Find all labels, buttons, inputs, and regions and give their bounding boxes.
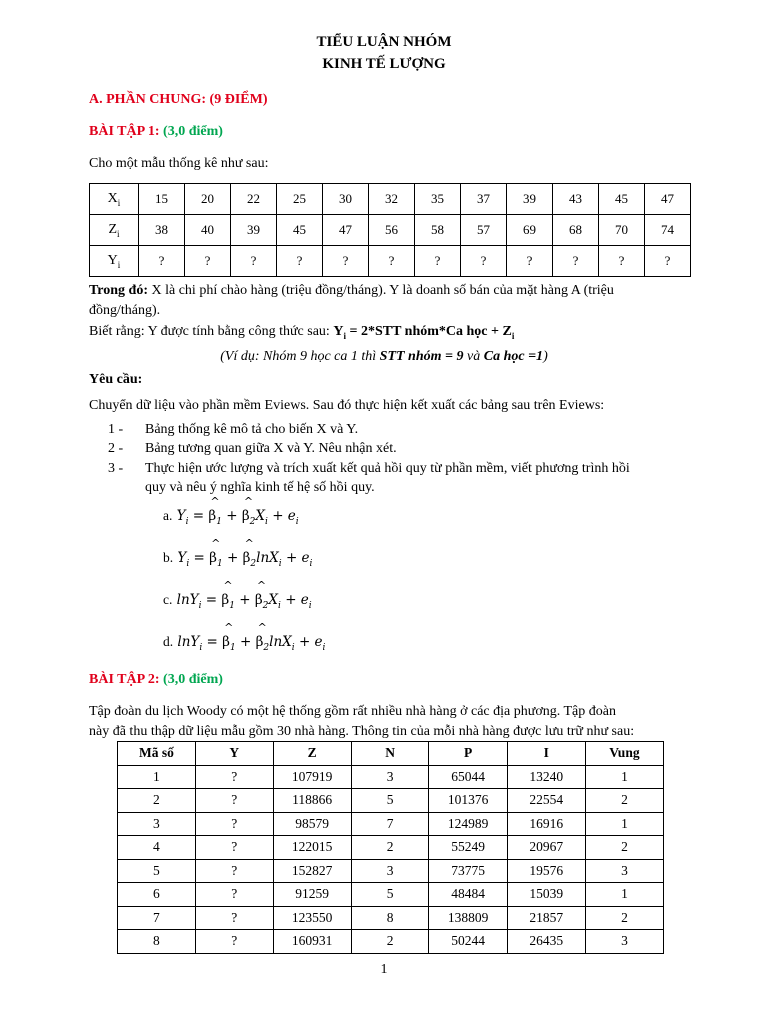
table-row bbox=[118, 789, 664, 813]
note-text: X là chi phí chào hàng (triệu đồng/tháng). Y là doanh số bán của mặt hàng A (triệu bbox=[148, 283, 614, 298]
note-text-2: đồng/tháng). bbox=[89, 303, 161, 318]
table-cell: ? bbox=[195, 765, 273, 789]
table-cell: 123550 bbox=[273, 906, 351, 930]
cell: 45 bbox=[599, 184, 645, 215]
ex2-intro: Tập đoàn du lịch Woody có một hệ thống gồm rất nhiều nhà hàng ở các địa phương. Tập đoàn này đã thu thập dữ liệu mẫu gồm 30 nhà hàng. Thông tin của mỗi nhà hàng được lưu trữ như sau: bbox=[89, 704, 635, 739]
table-cell: 152827 bbox=[273, 859, 351, 883]
table-cell: 3 bbox=[585, 930, 663, 954]
table-cell: 2 bbox=[351, 836, 429, 860]
cell: 74 bbox=[645, 215, 691, 246]
cell: 39 bbox=[507, 184, 553, 215]
column-header: Z bbox=[273, 742, 351, 766]
table-cell: 122015 bbox=[273, 836, 351, 860]
cell: 37 bbox=[461, 184, 507, 215]
table-cell: 2 bbox=[585, 836, 663, 860]
cell: 47 bbox=[645, 184, 691, 215]
cell: 25 bbox=[277, 184, 323, 215]
formula-rest: = 2*STT nhóm*Ca học + $Z_i$ bbox=[345, 324, 515, 341]
example-ca: Ca học =1 bbox=[483, 349, 544, 364]
table-cell: 13240 bbox=[507, 765, 585, 789]
cell: 38 bbox=[139, 215, 185, 246]
table-cell: 5 bbox=[351, 789, 429, 813]
table-cell: 65044 bbox=[429, 765, 507, 789]
table-cell: 6 bbox=[118, 883, 196, 907]
requirements-intro: Chuyển dữ liệu vào phần mềm Eviews. Sau đó thực hiện kết xuất các bảng sau trên Eviews: bbox=[89, 398, 605, 413]
cell: 20 bbox=[185, 184, 231, 215]
table-row bbox=[118, 859, 664, 883]
cell: 30 bbox=[323, 184, 369, 215]
table-cell: 1 bbox=[585, 765, 663, 789]
table-cell: 3 bbox=[351, 765, 429, 789]
cell: ? bbox=[369, 246, 415, 277]
table-cell: 98579 bbox=[273, 812, 351, 836]
note-label: Trong đó: bbox=[89, 283, 148, 298]
column-header: Mã số bbox=[118, 742, 196, 766]
table-cell: 48484 bbox=[429, 883, 507, 907]
ex1-example bbox=[0, 347, 768, 367]
example-stt: STT nhóm = 9 bbox=[379, 349, 464, 364]
table-cell: 21857 bbox=[507, 906, 585, 930]
table-header-row bbox=[118, 742, 664, 766]
equation-d: d. lnY$_i$ = ^ $\beta_1$ + ^ $\beta_2\ln X_i + e_i$ bbox=[163, 634, 325, 653]
table-cell: ? bbox=[195, 906, 273, 930]
cell: 40 bbox=[185, 215, 231, 246]
cell: 57 bbox=[461, 215, 507, 246]
table-cell: 2 bbox=[585, 789, 663, 813]
cell: 15 bbox=[139, 184, 185, 215]
table-cell: 1 bbox=[118, 765, 196, 789]
table-cell: 1 bbox=[585, 883, 663, 907]
table-cell: 22554 bbox=[507, 789, 585, 813]
cell: ? bbox=[415, 246, 461, 277]
ex2-heading bbox=[89, 672, 223, 688]
table-cell: ? bbox=[195, 836, 273, 860]
table-cell: 8 bbox=[351, 906, 429, 930]
sample-table bbox=[89, 183, 691, 277]
table-cell: 3 bbox=[585, 859, 663, 883]
table-row-y bbox=[90, 246, 691, 277]
table-cell: 16916 bbox=[507, 812, 585, 836]
table-cell: 138809 bbox=[429, 906, 507, 930]
column-header: Vung bbox=[585, 742, 663, 766]
cell: 35 bbox=[415, 184, 461, 215]
table-cell: 50244 bbox=[429, 930, 507, 954]
cell: ? bbox=[139, 246, 185, 277]
table-row bbox=[118, 930, 664, 954]
table-cell: 5 bbox=[118, 859, 196, 883]
ex1-formula bbox=[89, 322, 514, 346]
doc-title-line2: KINH TẾ LƯỢNG bbox=[322, 56, 446, 72]
table-cell: ? bbox=[195, 859, 273, 883]
table-cell: 15039 bbox=[507, 883, 585, 907]
table-cell: 91259 bbox=[273, 883, 351, 907]
table-cell: 8 bbox=[118, 930, 196, 954]
table-cell: ? bbox=[195, 930, 273, 954]
cell: 47 bbox=[323, 215, 369, 246]
doc-title-line1: TIỂU LUẬN NHÓM bbox=[316, 34, 452, 50]
equation-c: c. lnY$_i$ = ^ $\beta_1$ + ^ $\beta_2X_i + e_i$ bbox=[163, 592, 312, 611]
cell: 70 bbox=[599, 215, 645, 246]
column-header: Y bbox=[195, 742, 273, 766]
table-row bbox=[118, 883, 664, 907]
table-cell: 26435 bbox=[507, 930, 585, 954]
table-cell: 107919 bbox=[273, 765, 351, 789]
ex1-title: BÀI TẬP 1: bbox=[89, 124, 160, 139]
example-close: ) bbox=[543, 349, 548, 364]
column-header: P bbox=[429, 742, 507, 766]
table-cell: 2 bbox=[118, 789, 196, 813]
formula-prefix: Biết rằng: Y được tính bằng công thức sau: bbox=[89, 324, 334, 339]
ex1-note bbox=[89, 281, 689, 321]
ex2-points: (3,0 điểm) bbox=[163, 672, 223, 687]
table-cell: ? bbox=[195, 883, 273, 907]
example-text: (Ví dụ: Nhóm 9 học ca 1 thì bbox=[220, 349, 380, 364]
table-cell: 124989 bbox=[429, 812, 507, 836]
cell: 22 bbox=[231, 184, 277, 215]
list-item: 3 - Thực hiện ước lượng và trích xuất kết quả hồi quy từ phần mềm, viết phương trình hồi quy và nêu ý nghĩa kinh tế hệ số hồi quy. bbox=[108, 461, 630, 495]
cell: ? bbox=[323, 246, 369, 277]
ex1-heading bbox=[89, 124, 223, 140]
cell: 58 bbox=[415, 215, 461, 246]
ex1-points: (3,0 điểm) bbox=[163, 124, 223, 139]
cell: 69 bbox=[507, 215, 553, 246]
cell: 56 bbox=[369, 215, 415, 246]
table-cell: 2 bbox=[585, 906, 663, 930]
cell: ? bbox=[231, 246, 277, 277]
ex2-title: BÀI TẬP 2: bbox=[89, 672, 160, 687]
formula-y: $Y_i$ bbox=[333, 324, 346, 341]
table-row bbox=[118, 765, 664, 789]
cell: ? bbox=[645, 246, 691, 277]
table-cell: 7 bbox=[118, 906, 196, 930]
cell: 45 bbox=[277, 215, 323, 246]
ex1-intro: Cho một mẫu thống kê như sau: bbox=[89, 156, 269, 171]
table-cell: 5 bbox=[351, 883, 429, 907]
cell: ? bbox=[277, 246, 323, 277]
row-label-y: $Y_i$ bbox=[90, 246, 139, 277]
list-item: 2 - Bảng tương quan giữa X và Y. Nêu nhận xét. bbox=[108, 441, 397, 456]
table-row-x bbox=[90, 184, 691, 215]
equation-a: a. $Y_i$ = ^ $\beta_1$ + ^ $\beta_2X_i + e_i$ bbox=[163, 508, 299, 527]
table-cell: 3 bbox=[351, 859, 429, 883]
list-item: 1 - Bảng thống kê mô tả cho biến X và Y. bbox=[108, 422, 359, 437]
table-cell: 160931 bbox=[273, 930, 351, 954]
cell: 32 bbox=[369, 184, 415, 215]
table-cell: 73775 bbox=[429, 859, 507, 883]
column-header: I bbox=[507, 742, 585, 766]
table-cell: 20967 bbox=[507, 836, 585, 860]
table-cell: 1 bbox=[585, 812, 663, 836]
section-a-heading: A. PHẦN CHUNG: (9 ĐIỂM) bbox=[89, 92, 268, 107]
table-cell: ? bbox=[195, 812, 273, 836]
cell: 68 bbox=[553, 215, 599, 246]
table-cell: 7 bbox=[351, 812, 429, 836]
cell: ? bbox=[599, 246, 645, 277]
row-label-x: $X_i$ bbox=[90, 184, 139, 215]
table-row bbox=[118, 812, 664, 836]
table-cell: 101376 bbox=[429, 789, 507, 813]
table-cell: 2 bbox=[351, 930, 429, 954]
example-and: và bbox=[463, 349, 484, 364]
table-cell: 19576 bbox=[507, 859, 585, 883]
cell: 39 bbox=[231, 215, 277, 246]
cell: ? bbox=[553, 246, 599, 277]
table-cell: 4 bbox=[118, 836, 196, 860]
equation-b: b. $Y_i$ = ^ $\beta_1$ + ^ $\beta_2\ln X_i + e_i$ bbox=[163, 550, 312, 569]
restaurant-table bbox=[117, 741, 664, 954]
cell: 43 bbox=[553, 184, 599, 215]
cell: ? bbox=[185, 246, 231, 277]
table-row-z bbox=[90, 215, 691, 246]
column-header: N bbox=[351, 742, 429, 766]
row-label-z: $Z_i$ bbox=[90, 215, 139, 246]
table-row bbox=[118, 836, 664, 860]
table-row bbox=[118, 906, 664, 930]
table-cell: 55249 bbox=[429, 836, 507, 860]
page-number: 1 bbox=[380, 962, 388, 977]
table-cell: 118866 bbox=[273, 789, 351, 813]
table-cell: ? bbox=[195, 789, 273, 813]
table-cell: 3 bbox=[118, 812, 196, 836]
cell: ? bbox=[461, 246, 507, 277]
cell: ? bbox=[507, 246, 553, 277]
requirements-title: Yêu cầu: bbox=[89, 372, 143, 387]
